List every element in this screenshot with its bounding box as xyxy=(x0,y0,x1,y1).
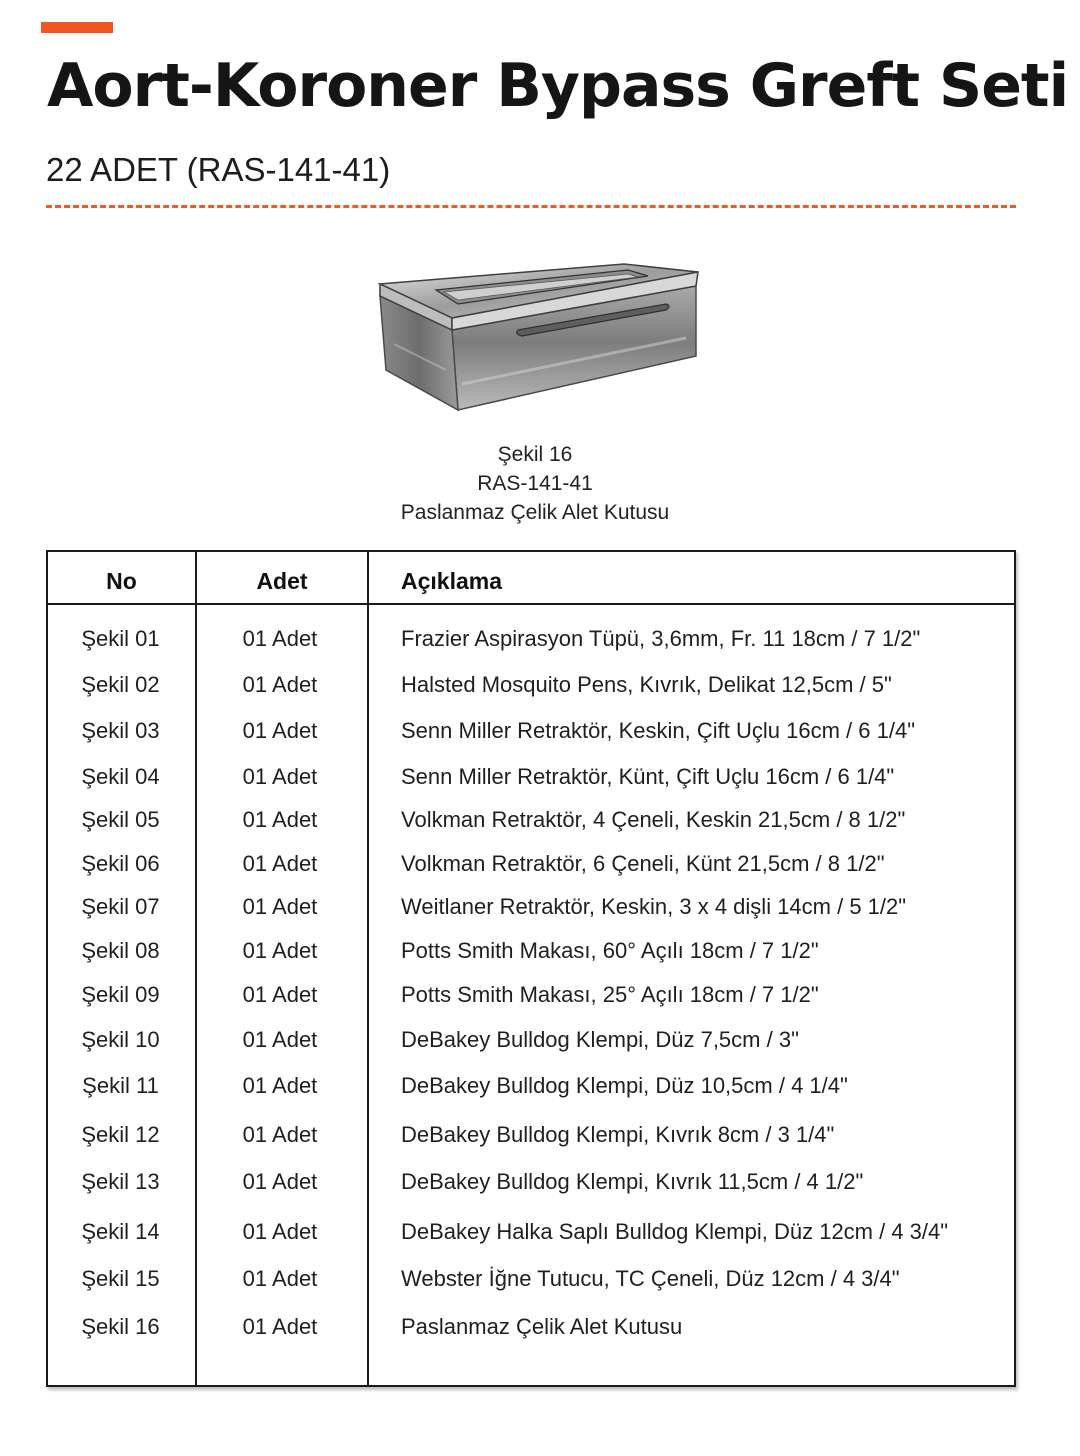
row-no: Şekil 10 xyxy=(81,1027,160,1052)
row-adet: 01 Adet xyxy=(242,807,318,832)
table-row xyxy=(48,892,1014,922)
row-no: Şekil 03 xyxy=(81,718,160,743)
row-no: Şekil 13 xyxy=(81,1169,160,1194)
row-adet: 01 Adet xyxy=(242,1027,318,1052)
figure-caption-number: Şekil 16 xyxy=(497,443,573,466)
table-row xyxy=(48,805,1014,835)
row-no: Şekil 08 xyxy=(81,938,160,963)
row-no: Şekil 04 xyxy=(81,764,160,789)
row-no: Şekil 12 xyxy=(81,1122,160,1147)
instrument-table xyxy=(46,550,1016,1387)
row-adet: 01 Adet xyxy=(242,1266,318,1291)
figure-caption-description: Paslanmaz Çelik Alet Kutusu xyxy=(400,501,670,524)
row-description: Weitlaner Retraktör, Keskin, 3 x 4 dişli 14cm / 5 1/2" xyxy=(401,894,907,919)
table-row xyxy=(48,936,1014,966)
accent-bar xyxy=(41,22,113,33)
row-description: Senn Miller Retraktör, Künt, Çift Uçlu 16cm / 6 1/4" xyxy=(401,764,895,789)
row-adet: 01 Adet xyxy=(242,1314,318,1339)
row-description: Potts Smith Makası, 25° Açılı 18cm / 7 1/2" xyxy=(401,982,819,1007)
row-description: DeBakey Bulldog Klempi, Düz 10,5cm / 4 1/4" xyxy=(401,1073,848,1098)
row-no: Şekil 11 xyxy=(82,1073,159,1098)
dashed-divider xyxy=(46,205,1016,208)
table-row xyxy=(48,1025,1014,1055)
row-description: DeBakey Bulldog Klempi, Kıvrık 8cm / 3 1/4" xyxy=(401,1122,835,1147)
column-header-no: No xyxy=(106,568,137,594)
row-adet: 01 Adet xyxy=(242,851,318,876)
row-description: Volkman Retraktör, 4 Çeneli, Keskin 21,5cm / 8 1/2" xyxy=(401,807,906,832)
set-subtitle: 22 ADET (RAS-141-41) xyxy=(46,151,391,188)
table-row xyxy=(48,1167,1014,1197)
row-adet: 01 Adet xyxy=(242,938,318,963)
row-adet: 01 Adet xyxy=(242,982,318,1007)
row-adet: 01 Adet xyxy=(242,764,318,789)
row-no: Şekil 07 xyxy=(81,894,160,919)
row-no: Şekil 16 xyxy=(81,1314,160,1339)
row-description: Senn Miller Retraktör, Keskin, Çift Uçlu 16cm / 6 1/4" xyxy=(401,718,916,743)
row-description: Paslanmaz Çelik Alet Kutusu xyxy=(401,1314,683,1339)
row-description: DeBakey Bulldog Klempi, Kıvrık 11,5cm / 4 1/2" xyxy=(401,1169,864,1194)
row-adet: 01 Adet xyxy=(242,718,318,743)
row-no: Şekil 02 xyxy=(81,672,160,697)
row-description: Halsted Mosquito Pens, Kıvrık, Delikat 12,5cm / 5" xyxy=(401,672,892,697)
column-header-aciklama: Açıklama xyxy=(401,568,503,594)
row-description: DeBakey Bulldog Klempi, Düz 7,5cm / 3" xyxy=(401,1027,799,1052)
row-no: Şekil 09 xyxy=(81,982,160,1007)
table-row xyxy=(48,670,1014,700)
table-row xyxy=(48,1120,1014,1150)
row-adet: 01 Adet xyxy=(242,894,318,919)
row-description: DeBakey Halka Saplı Bulldog Klempi, Düz 12cm / 4 3/4" xyxy=(401,1219,949,1244)
row-adet: 01 Adet xyxy=(242,1073,318,1098)
row-description: Frazier Aspirasyon Tüpü, 3,6mm, Fr. 11 18cm / 7 1/2" xyxy=(401,626,921,651)
table-row xyxy=(48,716,1014,746)
row-adet: 01 Adet xyxy=(242,1122,318,1147)
row-no: Şekil 01 xyxy=(81,626,160,651)
figure-caption-code: RAS-141-41 xyxy=(477,472,593,495)
table-row xyxy=(48,980,1014,1010)
table-row xyxy=(48,1264,1014,1294)
header-divider xyxy=(48,603,1014,605)
instrument-box-image xyxy=(366,234,706,424)
page-title: Aort-Koroner Bypass Greft Seti xyxy=(47,51,1069,121)
table-row xyxy=(48,1217,1014,1247)
row-no: Şekil 14 xyxy=(81,1219,160,1244)
table-row xyxy=(48,1312,1014,1342)
row-no: Şekil 15 xyxy=(81,1266,160,1291)
row-description: Webster İğne Tutucu, TC Çeneli, Düz 12cm / 4 3/4" xyxy=(401,1266,900,1291)
row-description: Volkman Retraktör, 6 Çeneli, Künt 21,5cm / 8 1/2" xyxy=(401,851,885,876)
row-description: Potts Smith Makası, 60° Açılı 18cm / 7 1/2" xyxy=(401,938,819,963)
row-adet: 01 Adet xyxy=(242,672,318,697)
row-adet: 01 Adet xyxy=(242,1169,318,1194)
row-adet: 01 Adet xyxy=(242,626,318,651)
table-row xyxy=(48,849,1014,879)
column-header-adet: Adet xyxy=(256,568,308,594)
row-adet: 01 Adet xyxy=(242,1219,318,1244)
table-row xyxy=(48,762,1014,792)
row-no: Şekil 06 xyxy=(81,851,160,876)
table-row xyxy=(48,1071,1014,1101)
row-no: Şekil 05 xyxy=(81,807,160,832)
table-row xyxy=(48,624,1014,654)
